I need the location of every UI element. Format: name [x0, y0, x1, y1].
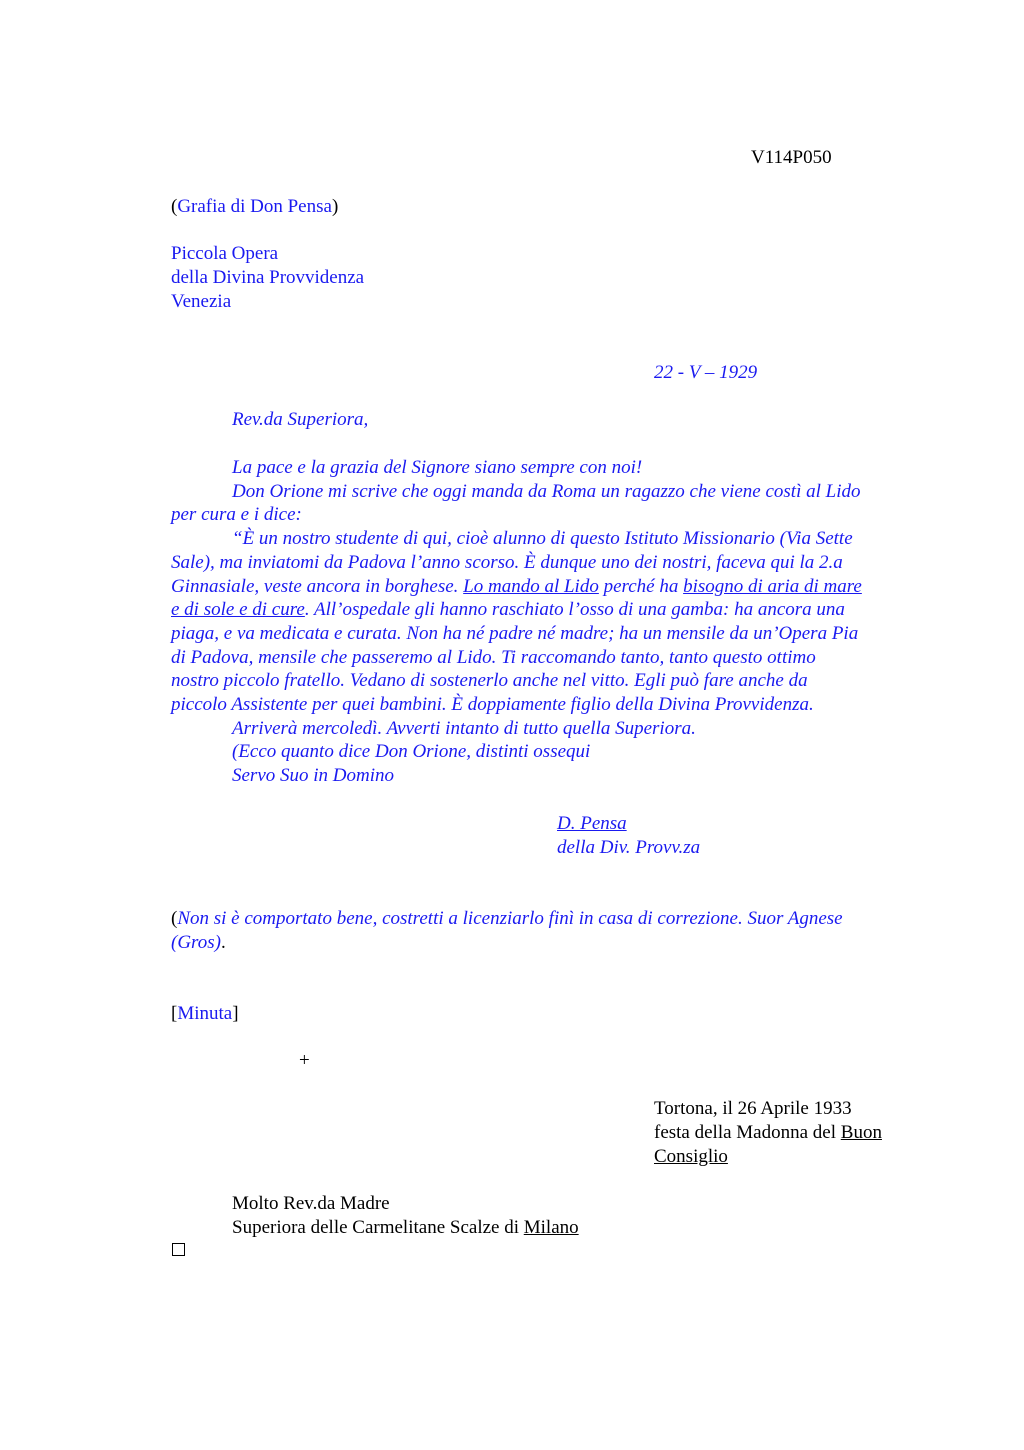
- addressee-line-1: Molto Rev.da Madre: [232, 1193, 390, 1214]
- body-line: [171, 598, 941, 622]
- addressee-text: Superiora delle Carmelitane Scalze di: [232, 1217, 524, 1238]
- body-line: [171, 575, 941, 599]
- body-text: perché ha: [598, 575, 684, 597]
- letter-body: [171, 456, 941, 788]
- letterhead-line-2: della Divina Provvidenza: [171, 267, 365, 288]
- feast-line: [654, 1121, 882, 1145]
- document-id: V114P050: [751, 147, 832, 168]
- note-open: (: [171, 908, 178, 929]
- note-text: (Gros): [171, 932, 221, 953]
- underlined-phrase: bisogno di aria di mare: [683, 575, 862, 597]
- place-date: Tortona, il 26 Aprile 1933: [654, 1098, 852, 1119]
- body-line: nostro piccolo fratello. Vedano di sostenerlo anche nel vitto. Egli può fare anche da: [171, 670, 808, 692]
- body-line: Don Orione mi scrive che oggi manda da Roma un ragazzo che viene costì al Lido: [232, 480, 861, 502]
- note-text: Non si è comportato bene, costretti a licenziarlo finì in casa di correzione. Suor Agnese: [177, 908, 843, 929]
- grafia-text: Grafia di Don Pensa: [177, 196, 332, 217]
- note-line-2: [171, 931, 226, 955]
- body-line: Servo Suo in Domino: [232, 765, 395, 787]
- minuta-close: ]: [232, 1003, 239, 1024]
- feast-line-2: Consiglio: [654, 1146, 728, 1167]
- note-line-1: [171, 907, 843, 931]
- body-line: (Ecco quanto dice Don Orione, distinti ossequi: [232, 741, 591, 763]
- note-end: .: [220, 932, 226, 953]
- body-line: per cura e i dice:: [171, 504, 302, 526]
- underlined-phrase: e di sole e di cure: [171, 599, 305, 621]
- signature-subtitle: della Div. Provv.za: [557, 837, 701, 858]
- body-line: “È un nostro studente di qui, cioè alunno di questo Istituto Missionario (Via Sette: [232, 528, 853, 550]
- body-line: piaga, e va medicata e curata. Non ha né padre né madre; ha un mensile da un’Opera Pia: [171, 622, 859, 644]
- underlined-city: Milano: [523, 1217, 579, 1238]
- square-symbol: [172, 1243, 185, 1256]
- cross-symbol: +: [299, 1050, 310, 1071]
- letterhead-line-3: Venezia: [171, 291, 232, 312]
- grafia-note: [171, 195, 338, 219]
- grafia-open: (: [171, 196, 178, 217]
- feast-text: festa della Madonna del: [654, 1122, 841, 1143]
- body-text: . All’ospedale gli hanno raschiato l’osso di una gamba: ha ancora una: [304, 599, 845, 621]
- body-line: La pace e la grazia del Signore siano sempre con noi!: [232, 457, 643, 478]
- body-line: di Padova, mensile che passeremo al Lido. Ti raccomando tanto, tanto questo ottimo: [171, 646, 816, 668]
- underlined-phrase: Buon: [840, 1122, 882, 1143]
- underlined-phrase: Lo mando al Lido: [463, 575, 599, 597]
- body-line: piccolo Assistente per quei bambini. È doppiamente figlio della Divina Provvidenza.: [171, 694, 814, 716]
- grafia-close: ): [331, 196, 339, 217]
- letterhead-line-1: Piccola Opera: [171, 243, 279, 264]
- letter-date: 22 - V – 1929: [654, 362, 758, 383]
- minuta-text: Minuta: [177, 1003, 233, 1024]
- body-line: Arriverà mercoledì. Avverti intanto di tutto quella Superiora.: [232, 717, 696, 739]
- body-text: Ginnasiale, veste ancora in borghese.: [171, 575, 464, 597]
- addressee-line-2: [232, 1216, 579, 1240]
- minuta-open: [: [171, 1003, 178, 1024]
- minuta-label: [171, 1002, 239, 1026]
- signature: D. Pensa: [557, 813, 627, 834]
- salutation: Rev.da Superiora,: [232, 409, 369, 430]
- body-line: Sale), ma inviatomi da Padova l’anno scorso. È dunque uno dei nostri, faceva qui la 2.a: [171, 551, 843, 573]
